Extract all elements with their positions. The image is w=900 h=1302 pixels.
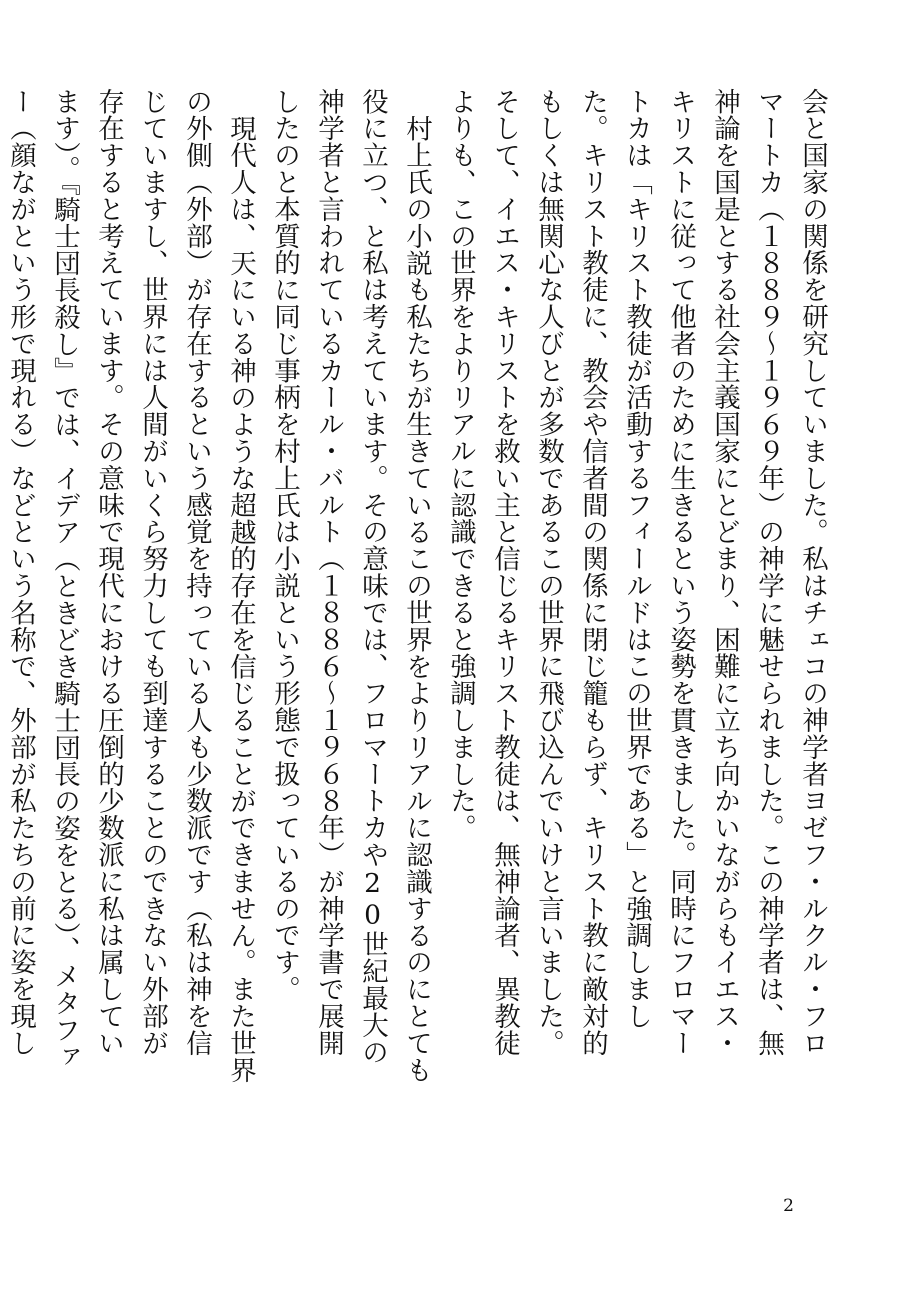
paragraph-2: 村上氏の小説も私たちが生きているこの世界をよりリアルに認識するのにとても役に立つ、と私は考えています。その意味では、フロマートカや20世紀最大の神学者と言われているカール・バルト（１８８６〜１９６８年）が神学書で展開したのと本質的に同じ事柄を村上氏は小説という形態で扱っているのです。 xyxy=(269,88,432,1083)
paragraph-3: 現代人は、天にいる神のような超越的存在を信じることができません。また世界の外側（外部）が存在するという感覚を持っている人も少数派です（私は神を信じていますし、世界には人間がいくら努力しても到達することのできない外部が存在すると考えています。その意味で現代における圧倒的少数派に私は属しています）。『騎士団長殺し』では、イデア（ときどき騎士団長の姿をとる）、メタファー（顔ながという形で現れる）などという名称で、外部が私たちの前に姿を現し xyxy=(5,88,256,1083)
paragraph-1: 会と国家の関係を研究していました。私はチェコの神学者ヨゼフ・ルクル・フロマートカ（１８８９〜１９６９年）の神学に魅せられました。この神学者は、無神論を国是とする社会主義国家にとどまり、困難に立ち向かいながらもイエス・キリストに従って他者のために生きるという姿勢を貫きました。同時にフロマートカは「キリスト教徒が活動するフィールドはこの世界である」と強調しました。キリスト教徒に、教会や信者間の関係に閉じ籠もらず、キリスト教に敵対的もしくは無関心な人びとが多数であるこの世界に飛び込んでいけと言いました。そして、イエス・キリストを救い主と信じるキリスト教徒は、無神論者、異教徒よりも、この世界をよりリアルに認識できると強調しました。 xyxy=(445,88,828,1057)
vertical-text-body xyxy=(5,88,834,1083)
page-number: 2 xyxy=(783,1196,794,1216)
